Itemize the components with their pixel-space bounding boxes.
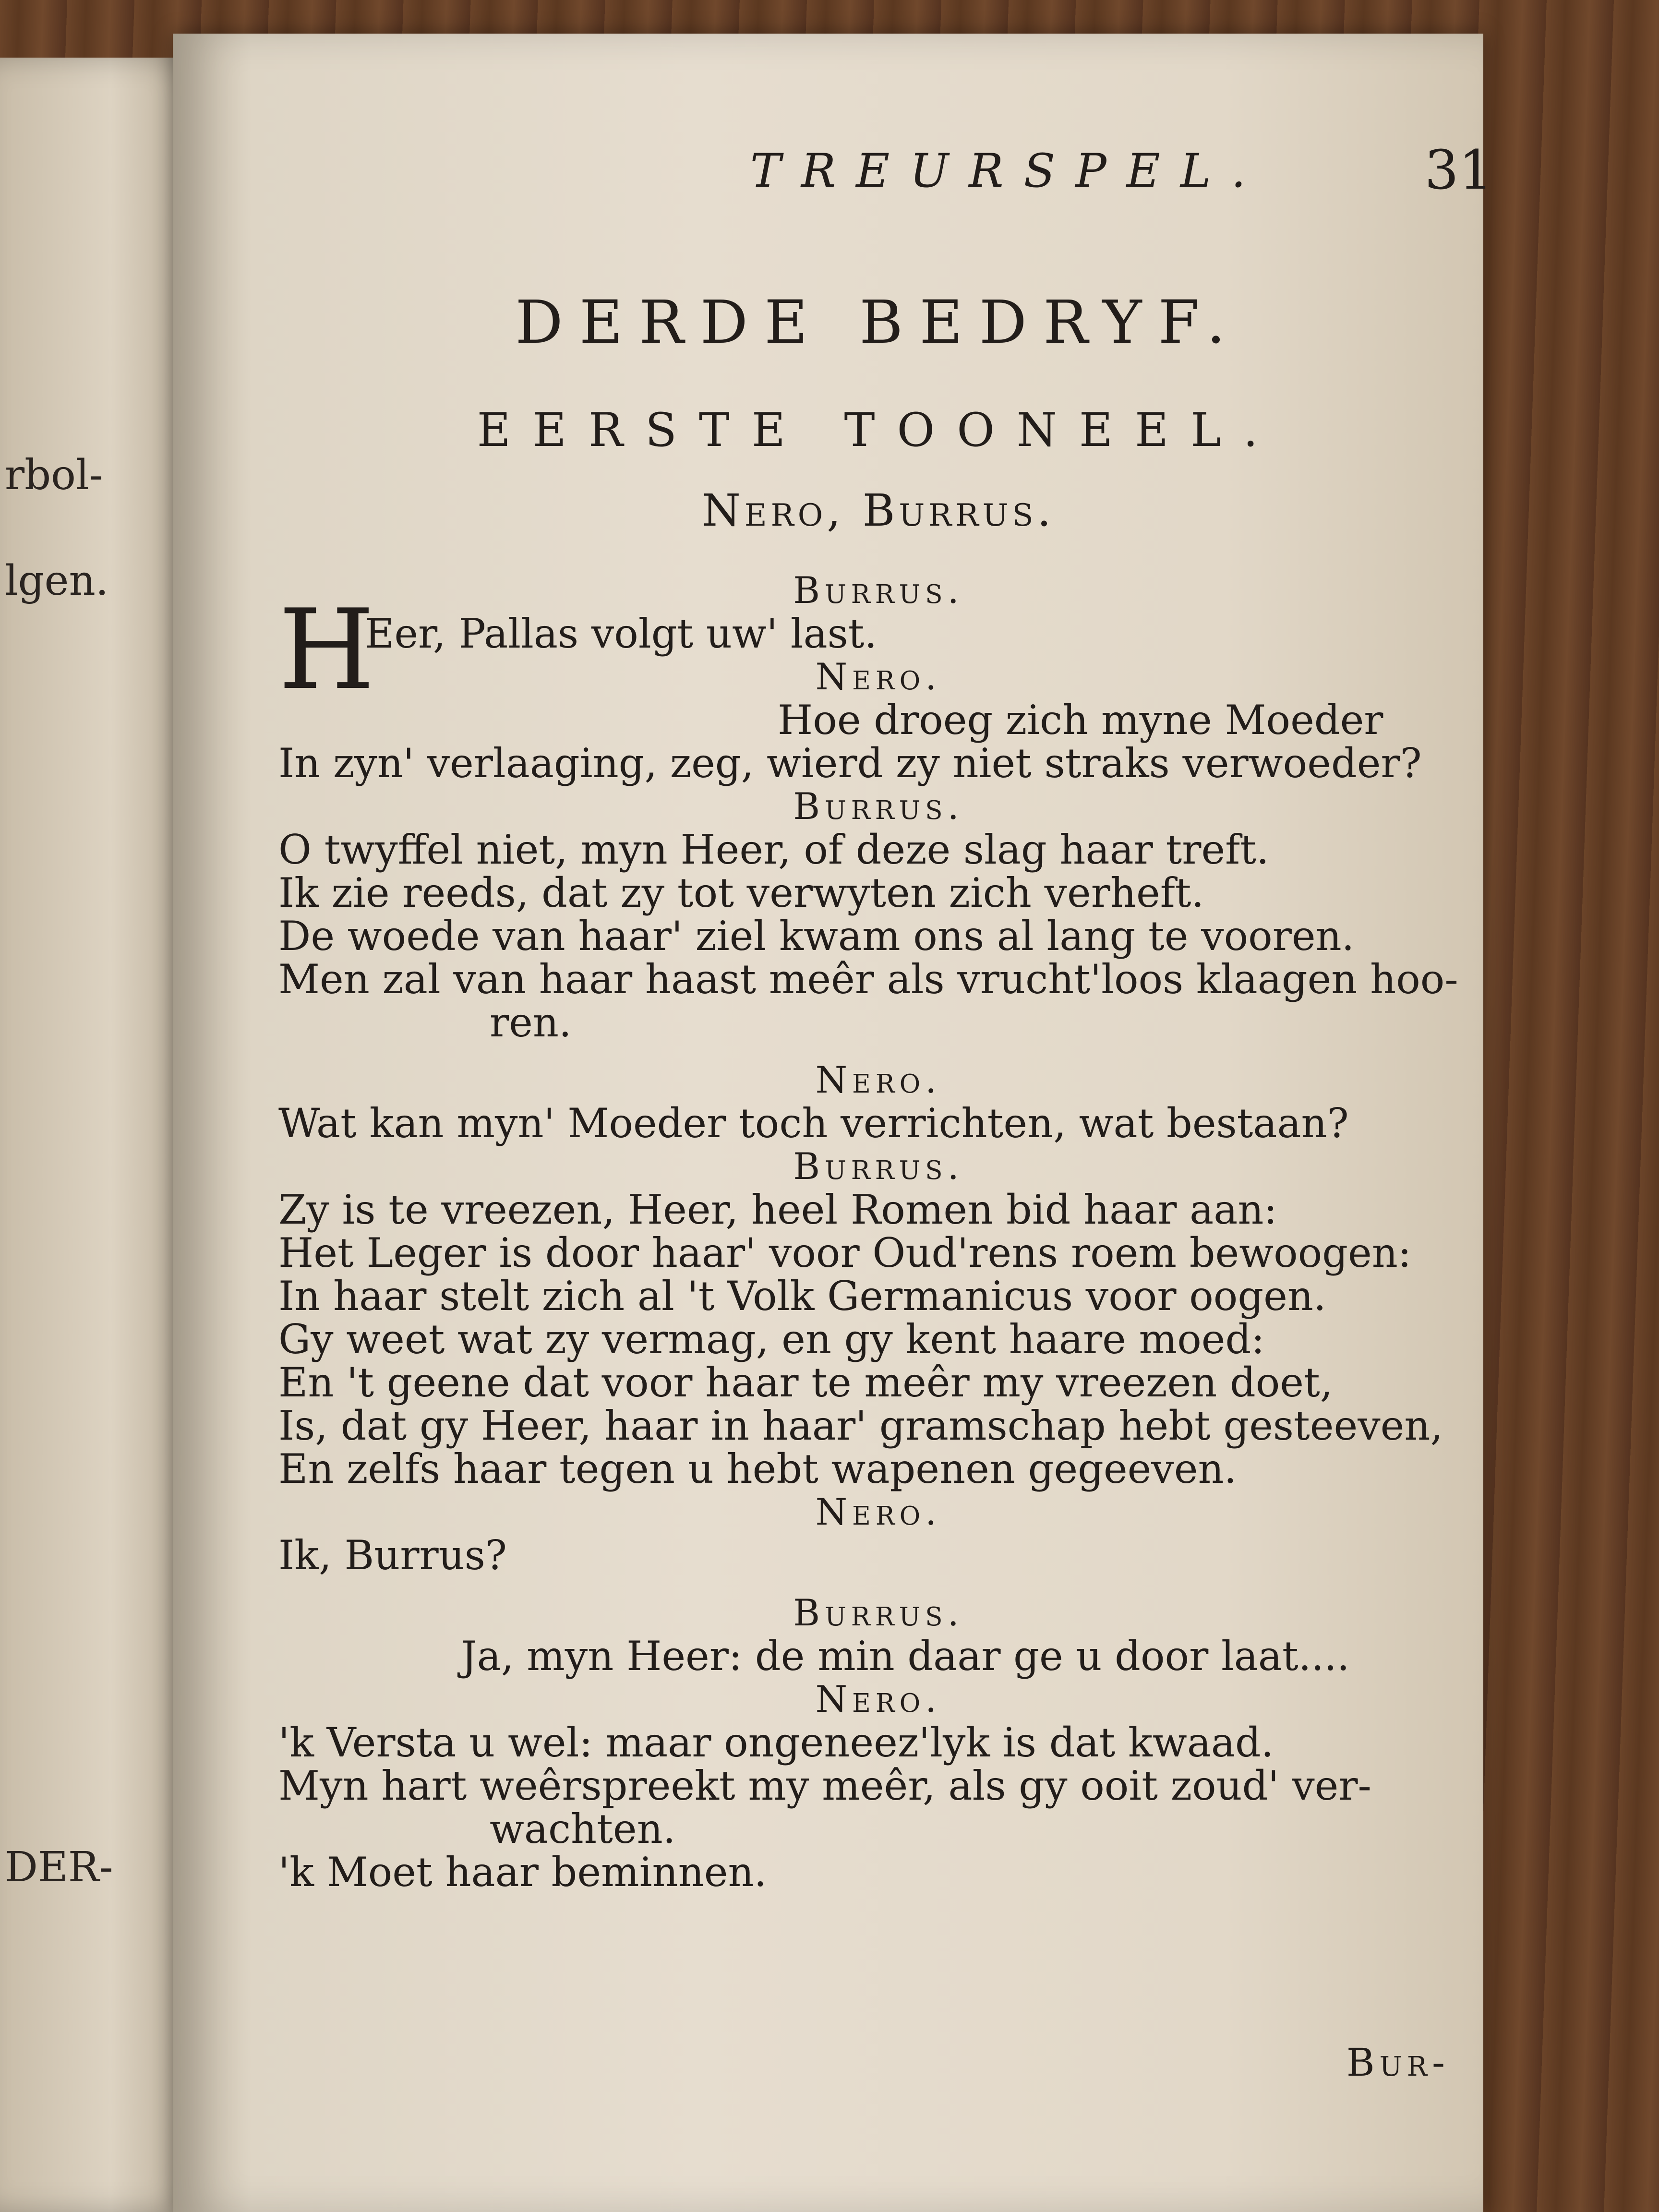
character-list: Nero, Burrus. <box>702 485 1055 536</box>
left-page-fragment: DER- <box>5 1843 113 1891</box>
scene-heading: EERSTE TOONEEL. <box>477 403 1280 457</box>
verse-line: Wat kan myn' Moeder toch verrichten, wat bestaan? <box>278 1100 1349 1147</box>
verse-line: 'k Moet haar beminnen. <box>278 1849 767 1896</box>
verse-line: Het Leger is door haar' voor Oud'rens roem bewoogen: <box>278 1229 1412 1276</box>
verse-line: En zelfs haar tegen u hebt wapenen gegeeven. <box>278 1445 1237 1492</box>
verse-line: Hoe droeg zich myne Moeder <box>778 697 1383 744</box>
drop-cap: H <box>278 586 375 714</box>
verse-line: O twyffel niet, myn Heer, of deze slag haar treft. <box>278 826 1269 873</box>
running-head-title: TREURSPEL. <box>750 144 1266 198</box>
catchword: Bur- <box>1346 2040 1450 2085</box>
verse-line: ren. <box>490 999 572 1046</box>
verse-line: In zyn' verlaaging, zeg, wierd zy niet straks verwoeder? <box>278 740 1422 787</box>
speaker-name: Nero. <box>815 1491 942 1533</box>
act-heading: DERDE BEDRYF. <box>515 288 1242 357</box>
running-head <box>278 139 1493 226</box>
verse-line: En 't geene dat voor haar te meêr my vreezen doet, <box>278 1359 1333 1406</box>
left-page-fragment: rbol- <box>5 451 103 499</box>
left-page <box>0 58 202 2212</box>
verse-line: In haar stelt zich al 't Volk Germanicus voor oogen. <box>278 1273 1326 1320</box>
speaker-name: Burrus. <box>793 1591 964 1634</box>
speaker-name: Nero. <box>815 655 942 698</box>
speaker-name: Burrus. <box>793 785 964 828</box>
verse-line: wachten. <box>490 1805 676 1852</box>
printed-text-block <box>278 139 1493 2085</box>
speaker-name: Nero. <box>815 1058 942 1101</box>
verse-line: Ja, myn Heer: de min daar ge u door laat.... <box>461 1633 1350 1680</box>
verse-line: De woede van haar' ziel kwam ons al lang te vooren. <box>278 913 1355 960</box>
left-page-fragment: lgen. <box>5 557 109 605</box>
speaker-name: Nero. <box>815 1678 942 1720</box>
verse-line: Eer, Pallas volgt uw' last. <box>365 610 878 657</box>
speaker-name: Burrus. <box>793 1145 964 1188</box>
verse-line: Men zal van haar haast meêr als vrucht'loos klaagen hoo- <box>278 956 1458 1003</box>
verse-line: Ik zie reeds, dat zy tot verwyten zich verheft. <box>278 869 1204 916</box>
verse-line: Zy is te vreezen, Heer, heel Romen bid haar aan: <box>278 1186 1277 1233</box>
verse-line: Is, dat gy Heer, haar in haar' gramschap hebt gesteeven, <box>278 1402 1443 1449</box>
verse-line: Gy weet wat zy vermag, en gy kent haare moed: <box>278 1316 1265 1363</box>
right-page <box>173 34 1493 2212</box>
verse-line: 'k Versta u wel: maar ongeneez'lyk is dat kwaad. <box>278 1719 1274 1766</box>
verse-line: Myn hart weêrspreekt my meêr, als gy ooit zoud' ver- <box>278 1762 1371 1809</box>
speaker-name: Burrus. <box>793 569 964 612</box>
verse-line: Ik, Burrus? <box>278 1532 507 1579</box>
page-number: 31 <box>1424 139 1493 202</box>
